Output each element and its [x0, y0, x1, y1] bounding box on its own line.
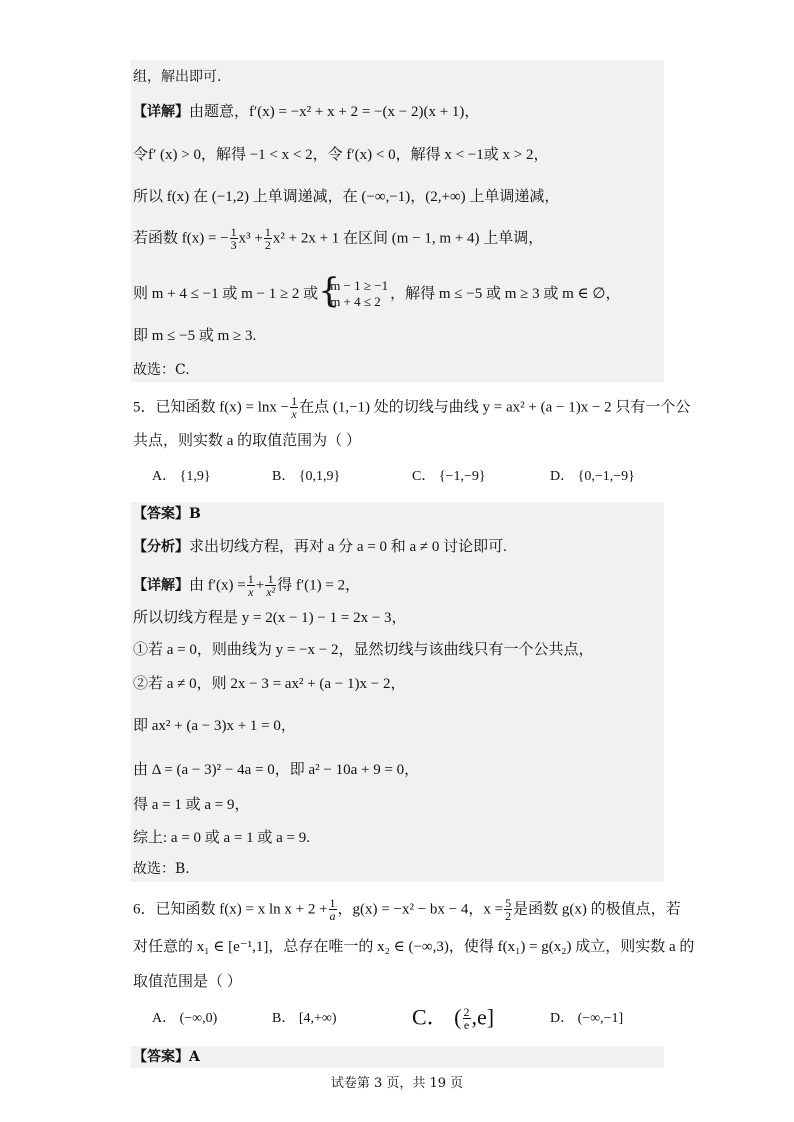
option-d[interactable]: D． (−∞,−1]: [550, 1011, 624, 1026]
text-line: 则 m + 4 ≤ −1 或 m − 1 ≥ 2 或 { m − 1 ≥ −1 m + 4 ≤ 2 ，解得 m ≤ −5 或 m ≥ 3 或 m ∈ ∅，: [133, 278, 620, 310]
detail-tag: 【详解】: [133, 104, 189, 120]
question-6: 6．已知函数 f(x) = x ln x + 2 + $\frac{1}{a}$ ，g(x) = −x² − bx − 4，x = $\frac{5}{2}$ 是函数 g(x) 的极值点，若: [133, 896, 681, 923]
fraction: $\frac{2}{e}$: [463, 1005, 470, 1032]
option-d[interactable]: D． {0,−1,−9}: [550, 469, 635, 484]
text-line: 所以 f(x) 在 (−1,2) 上单调递减，在 (−∞,−1)，(2,+∞) 上单调递减，: [133, 189, 560, 205]
answer-5: 【答案】B: [133, 506, 201, 522]
text-line: 所以切线方程是 y = 2(x − 1) − 1 = 2x − 3，: [133, 610, 407, 626]
fraction: $\frac{5}{2}$: [505, 896, 512, 923]
text-line: 组，解出即可.: [133, 69, 222, 85]
text-line: 得 a = 1 或 a = 9，: [133, 797, 250, 813]
page-footer: 试卷第 3 页，共 19 页: [330, 1076, 464, 1091]
fraction: $\frac{1}{3}$: [230, 225, 237, 252]
option-a[interactable]: A． {1,9}: [152, 469, 211, 484]
option-c[interactable]: C． {−1,−9}: [412, 469, 486, 484]
option-c[interactable]: C． ( $\frac{2}{e}$ ,e]: [412, 1004, 495, 1032]
fraction: $\frac{1}{x}$: [291, 394, 298, 421]
detail-5: 【详解】由 f′(x) = $\frac{1}{x}$ + $\frac{1}{\text{x²}}$ 得 f′(1) = 2，: [133, 572, 361, 599]
text-line: 由 Δ = (a − 3)² − 4a = 0，即 a² − 10a + 9 = 0，: [133, 762, 420, 778]
text-line: 故选：C.: [133, 362, 190, 378]
question-5: 5．已知函数 f(x) = lnx − $\frac{1}{x}$ 在点 (1,−1) 处的切线与曲线 y = ax² + (a − 1)x − 2 只有一个公: [133, 394, 691, 421]
text-line: 【详解】由题意，f′(x) = −x² + x + 2 = −(x − 2)(x + 1)，: [133, 104, 480, 120]
option-b[interactable]: B． [4,+∞): [272, 1011, 337, 1026]
analysis-5: 【分析】求出切线方程，再对 a 分 a = 0 和 a ≠ 0 讨论即可.: [133, 539, 507, 555]
fraction: $\frac{1}{a}$: [329, 896, 336, 923]
text-line: 若函数 f(x) = − $\frac{1}{3}$ x³ + $\frac{1}{2}$ x² + 2x + 1 在区间 (m − 1, m + 4) 上单调，: [133, 225, 544, 252]
option-a[interactable]: A． (−∞,0): [152, 1011, 218, 1026]
text-line: 令f′ (x) > 0，解得 −1 < x < 2，令 f′(x) < 0，解得 x < −1或 x > 2，: [133, 147, 549, 163]
equation-system: { m − 1 ≥ −1 m + 4 ≤ 2: [320, 278, 388, 310]
text-line: 故选：B.: [133, 861, 190, 877]
fraction: $\frac{1}{\text{x²}}$: [266, 572, 276, 599]
text-line: 对任意的 x₁ ∈ [e⁻¹,1]，总存在唯一的 x₂ ∈ (−∞,3)，使得 f(x₁) = g(x₂) 成立，则实数 a 的: [133, 939, 695, 955]
fraction: $\frac{1}{x}$: [247, 572, 254, 599]
answer-6: 【答案】A: [133, 1049, 200, 1065]
text-line: ②若 a ≠ 0，则 2x − 3 = ax² + (a − 1)x − 2，: [133, 676, 406, 692]
option-b[interactable]: B． {0,1,9}: [272, 469, 341, 484]
text-line: 即 m ≤ −5 或 m ≥ 3.: [133, 328, 257, 344]
text-line: 综上: a = 0 或 a = 1 或 a = 9.: [133, 830, 311, 846]
text-line: ①若 a = 0，则曲线为 y = −x − 2，显然切线与该曲线只有一个公共点，: [133, 642, 594, 658]
text-line: 取值范围是（ ）: [133, 974, 242, 990]
fraction: $\frac{1}{2}$: [264, 225, 271, 252]
text-line: 共点，则实数 a 的取值范围为（ ）: [133, 433, 361, 449]
solution-shade-3: [131, 1046, 664, 1068]
text-line: 即 ax² + (a − 3)x + 1 = 0，: [133, 718, 296, 734]
